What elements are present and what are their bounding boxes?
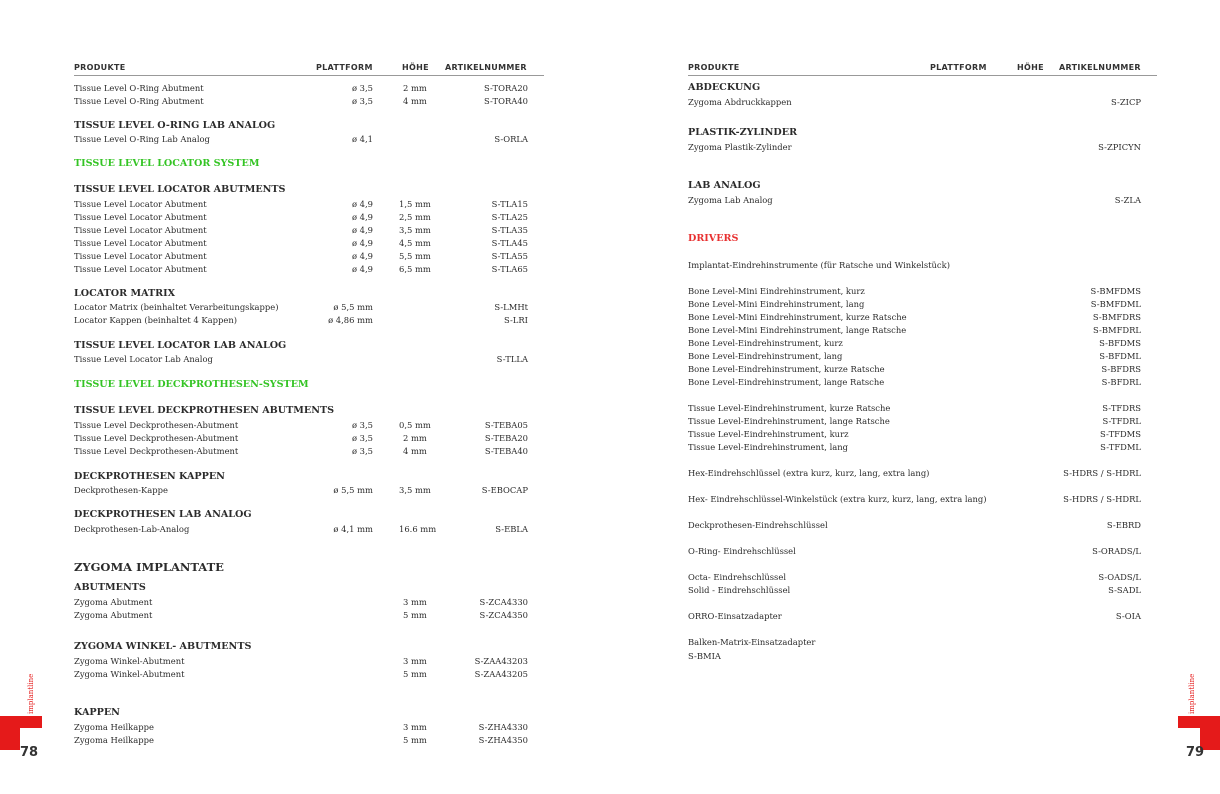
product-name: Tissue Level-Eindrehinstrument, kurz — [688, 429, 849, 439]
product-name: Tissue Level Locator Abutment — [74, 212, 207, 222]
product-name: Tissue Level O-Ring Lab Analog — [74, 134, 210, 144]
height-value: 3,5 mm — [399, 485, 431, 495]
right-page — [610, 0, 1220, 794]
height-value: 3 mm — [403, 597, 427, 607]
product-name: Zygoma Winkel-Abutment — [74, 669, 185, 679]
section-heading: DECKPROTHESEN KAPPEN — [74, 471, 225, 482]
table-row — [0, 82, 610, 94]
height-value: 3,5 mm — [399, 225, 431, 235]
section-heading: KAPPEN — [74, 707, 120, 718]
article-number: S-TORA40 — [483, 96, 528, 106]
platform-value: ø 3,5 — [351, 96, 373, 106]
table-row — [610, 376, 1220, 388]
platform-value: ø 4,9 — [351, 225, 373, 235]
table-row — [0, 596, 610, 608]
article-number: S-ZCA4350 — [479, 610, 528, 620]
product-name: Deckprothesen-Lab-Analog — [74, 524, 190, 534]
height-value: 1,5 mm — [399, 199, 431, 209]
article-number: S-TLA15 — [491, 199, 528, 209]
product-name: Bone Level-Eindrehinstrument, kurze Ratsche — [688, 364, 885, 374]
section-heading: ABUTMENTS — [74, 582, 146, 593]
article-number: S-LMHt — [494, 302, 528, 312]
height-value: 4,5 mm — [399, 238, 431, 248]
section-heading: LOCATOR MATRIX — [74, 288, 176, 299]
section-heading: TISSUE LEVEL DECKPROTHESEN-SYSTEM — [74, 379, 309, 390]
article-number: S-ZAA43205 — [474, 669, 528, 679]
header-artikelnummer: ARTIKELNUMMER — [1059, 63, 1141, 72]
table-row — [0, 445, 610, 457]
table-row — [0, 198, 610, 210]
section-heading: ABDECKUNG — [688, 82, 761, 93]
product-name: Bone Level-Eindrehinstrument, kurz — [688, 338, 843, 348]
product-name: Implantat-Eindrehinstrumente (für Ratsche und Winkelstück) — [688, 260, 950, 270]
platform-value: ø 4,9 — [351, 212, 373, 222]
article-number: S-BFDMS — [1099, 338, 1141, 348]
article-number: S-SADL — [1108, 585, 1141, 595]
brand-word: implant — [27, 686, 35, 714]
article-number: S-TORA20 — [483, 83, 528, 93]
height-value: 5 mm — [403, 610, 427, 620]
product-name: Bone Level-Mini Eindrehinstrument, kurz — [688, 286, 865, 296]
section-heading: LAB ANALOG — [688, 180, 761, 191]
brand-sub: line — [1188, 673, 1196, 687]
article-number: S-BMFDML — [1090, 299, 1141, 309]
platform-value: ø 4,86 mm — [328, 315, 373, 325]
article-number: S-TLA45 — [491, 238, 528, 248]
table-row — [610, 415, 1220, 427]
height-value: 0,5 mm — [399, 420, 431, 430]
table-row — [0, 211, 610, 223]
table-row — [610, 428, 1220, 440]
table-row — [610, 96, 1220, 108]
table-row — [610, 636, 1220, 648]
header-artikelnummer: ARTIKELNUMMER — [445, 63, 527, 72]
brand-red-bar — [0, 716, 42, 728]
product-name: Bone Level-Mini Eindrehinstrument, kurze Ratsche — [688, 312, 907, 322]
product-name: Zygoma Abdruckkappen — [688, 97, 792, 107]
height-value: 5,5 mm — [399, 251, 431, 261]
table-row — [610, 519, 1220, 531]
platform-value: ø 4,1 — [351, 134, 373, 144]
table-row — [610, 571, 1220, 583]
article-number: S-TFDRS — [1102, 403, 1141, 413]
article-number: S-TFDMS — [1100, 429, 1141, 439]
article-number: S-TLA65 — [491, 264, 528, 274]
table-row — [0, 419, 610, 431]
product-name: Tissue Level Locator Abutment — [74, 251, 207, 261]
article-number: S-ZHA4350 — [478, 735, 528, 745]
platform-value: ø 3,5 — [351, 446, 373, 456]
article-number: S-ZLA — [1114, 195, 1141, 205]
platform-value: ø 5,5 mm — [333, 485, 373, 495]
table-row — [0, 95, 610, 107]
table-row — [610, 141, 1220, 153]
table-row — [0, 432, 610, 444]
table-row — [0, 263, 610, 275]
brand-mark-left — [0, 644, 44, 784]
table-row — [610, 610, 1220, 622]
article-number: S-ZPICYN — [1098, 142, 1141, 152]
article-number: S-TFDRL — [1102, 416, 1141, 426]
height-value: 2,5 mm — [399, 212, 431, 222]
table-row — [0, 484, 610, 496]
product-name: Tissue Level O-Ring Abutment — [74, 83, 204, 93]
table-row — [0, 721, 610, 733]
product-name: Bone Level-Mini Eindrehinstrument, lang — [688, 299, 865, 309]
article-number: S-BMFDMS — [1090, 286, 1141, 296]
product-name: Tissue Level-Eindrehinstrument, lang — [688, 442, 849, 452]
article-number: S-EBLA — [495, 524, 528, 534]
table-row — [610, 194, 1220, 206]
brand-wordmark — [23, 674, 36, 714]
platform-value: ø 4,1 mm — [333, 524, 373, 534]
header-produkte: PRODUKTE — [688, 63, 740, 72]
article-number: S-TEBA20 — [484, 433, 528, 443]
table-row — [610, 493, 1220, 505]
table-row — [610, 545, 1220, 557]
height-value: 4 mm — [403, 446, 427, 456]
product-name: Tissue Level Locator Abutment — [74, 264, 207, 274]
product-name: Zygoma Winkel-Abutment — [74, 656, 185, 666]
product-name: Locator Kappen (beinhaltet 4 Kappen) — [74, 315, 237, 325]
table-row — [610, 324, 1220, 336]
article-number: S-HDRS / S-HDRL — [1063, 494, 1141, 504]
section-heading: DRIVERS — [688, 233, 739, 244]
section-heading: ZYGOMA WINKEL- ABUTMENTS — [74, 641, 252, 652]
article-number: S-OIA — [1115, 611, 1141, 621]
header-hoehe: HÖHE — [402, 63, 429, 72]
brand-mark-right — [1176, 644, 1220, 784]
section-heading: PLASTIK-ZYLINDER — [688, 127, 798, 138]
header-rule — [74, 75, 544, 76]
product-name: Hex- Eindrehschlüssel-Winkelstück (extra kurz, kurz, lang, extra lang) — [688, 494, 987, 504]
product-name: Bone Level-Eindrehinstrument, lange Ratsche — [688, 377, 885, 387]
table-row — [610, 298, 1220, 310]
section-heading: ZYGOMA IMPLANTATE — [74, 560, 224, 574]
product-name: Bone Level-Mini Eindrehinstrument, lange Ratsche — [688, 325, 907, 335]
height-value: 16.6 mm — [399, 524, 437, 534]
table-row — [610, 441, 1220, 453]
product-name: Zygoma Heilkappe — [74, 722, 154, 732]
product-name: Hex-Eindrehschlüssel (extra kurz, kurz, lang, extra lang) — [688, 468, 930, 478]
product-name: Zygoma Abutment — [74, 597, 153, 607]
brand-sub: line — [27, 673, 35, 687]
section-heading: TISSUE LEVEL LOCATOR LAB ANALOG — [74, 340, 287, 351]
header-plattform: PLATTFORM — [930, 63, 987, 72]
table-row — [610, 311, 1220, 323]
article-number: S-ZHA4330 — [478, 722, 528, 732]
table-row — [0, 133, 610, 145]
table-row — [0, 237, 610, 249]
product-name: Locator Matrix (beinhaltet Verarbeitungskappe) — [74, 302, 279, 312]
table-row — [0, 655, 610, 667]
table-row — [0, 314, 610, 326]
product-name: S-BMIA — [688, 651, 721, 661]
article-number: S-HDRS / S-HDRL — [1063, 468, 1141, 478]
height-value: 2 mm — [403, 433, 427, 443]
section-heading: TISSUE LEVEL DECKPROTHESEN ABUTMENTS — [74, 405, 335, 416]
table-row — [0, 734, 610, 746]
product-name: Tissue Level Deckprothesen-Abutment — [74, 446, 239, 456]
article-number: S-BFDML — [1099, 351, 1141, 361]
article-number: S-ZICP — [1110, 97, 1141, 107]
product-name: Tissue Level Locator Abutment — [74, 238, 207, 248]
article-number: S-TFDML — [1100, 442, 1141, 452]
height-value: 6,5 mm — [399, 264, 431, 274]
header-rule — [688, 75, 1157, 76]
section-heading: TISSUE LEVEL LOCATOR SYSTEM — [74, 158, 260, 169]
table-row — [610, 363, 1220, 375]
platform-value: ø 3,5 — [351, 420, 373, 430]
article-number: S-BMFDRL — [1093, 325, 1141, 335]
table-row — [610, 402, 1220, 414]
page-number-right: 79 — [1186, 745, 1205, 760]
table-row — [610, 285, 1220, 297]
article-number: S-TEBA05 — [484, 420, 528, 430]
platform-value: ø 4,9 — [351, 199, 373, 209]
section-heading: TISSUE LEVEL O-RING LAB ANALOG — [74, 120, 276, 131]
height-value: 2 mm — [403, 83, 427, 93]
platform-value: ø 4,9 — [351, 251, 373, 261]
product-name: Zygoma Plastik-Zylinder — [688, 142, 792, 152]
article-number: S-ORADS/L — [1092, 546, 1141, 556]
table-row — [0, 224, 610, 236]
article-number: S-BFDRL — [1101, 377, 1141, 387]
product-name: Tissue Level-Eindrehinstrument, lange Ratsche — [688, 416, 890, 426]
product-name: Tissue Level Locator Abutment — [74, 225, 207, 235]
article-number: S-OADS/L — [1098, 572, 1141, 582]
table-row — [0, 250, 610, 262]
product-name: Tissue Level O-Ring Abutment — [74, 96, 204, 106]
product-name: Deckprothesen-Kappe — [74, 485, 168, 495]
product-name: Solid - Eindrehschlüssel — [688, 585, 791, 595]
table-row — [0, 523, 610, 535]
product-name: Zygoma Lab Analog — [688, 195, 773, 205]
article-number: S-ZAA43203 — [474, 656, 528, 666]
product-name: Zygoma Heilkappe — [74, 735, 154, 745]
article-number: S-BFDRS — [1101, 364, 1141, 374]
article-number: S-TLA35 — [491, 225, 528, 235]
platform-value: ø 4,9 — [351, 264, 373, 274]
product-name: Tissue Level Locator Lab Analog — [74, 354, 213, 364]
article-number: S-LRI — [503, 315, 528, 325]
table-row — [0, 301, 610, 313]
header-plattform: PLATTFORM — [316, 63, 373, 72]
brand-word: implant — [1188, 686, 1196, 714]
product-name: ORRO-Einsatzadapter — [688, 611, 782, 621]
table-row — [610, 337, 1220, 349]
article-number: S-EBOCAP — [481, 485, 528, 495]
article-number: S-ZCA4330 — [479, 597, 528, 607]
platform-value: ø 3,5 — [351, 83, 373, 93]
product-name: Deckprothesen-Eindrehschlüssel — [688, 520, 828, 530]
product-name: Tissue Level-Eindrehinstrument, kurze Ratsche — [688, 403, 891, 413]
page-number-left: 78 — [20, 745, 39, 760]
product-name: Bone Level-Eindrehinstrument, lang — [688, 351, 843, 361]
article-number: S-ORLA — [494, 134, 528, 144]
header-hoehe: HÖHE — [1017, 63, 1044, 72]
platform-value: ø 3,5 — [351, 433, 373, 443]
article-number: S-TLLA — [496, 354, 528, 364]
platform-value: ø 5,5 mm — [333, 302, 373, 312]
height-value: 3 mm — [403, 656, 427, 666]
brand-wordmark — [1184, 674, 1197, 714]
platform-value: ø 4,9 — [351, 238, 373, 248]
table-row — [610, 467, 1220, 479]
table-row — [0, 668, 610, 680]
product-name: Octa- Eindrehschlüssel — [688, 572, 786, 582]
section-heading: DECKPROTHESEN LAB ANALOG — [74, 509, 252, 520]
product-name: Tissue Level Locator Abutment — [74, 199, 207, 209]
section-heading: TISSUE LEVEL LOCATOR ABUTMENTS — [74, 184, 286, 195]
table-row — [0, 353, 610, 365]
article-number: S-TLA55 — [491, 251, 528, 261]
article-number: S-TEBA40 — [484, 446, 528, 456]
product-name: Tissue Level Deckprothesen-Abutment — [74, 433, 239, 443]
article-number: S-TLA25 — [491, 212, 528, 222]
height-value: 3 mm — [403, 722, 427, 732]
product-name: O-Ring- Eindrehschlüssel — [688, 546, 796, 556]
table-row — [610, 350, 1220, 362]
table-row — [0, 609, 610, 621]
article-number: S-BMFDRS — [1092, 312, 1141, 322]
article-number: S-EBRD — [1106, 520, 1141, 530]
product-name: Zygoma Abutment — [74, 610, 153, 620]
height-value: 5 mm — [403, 735, 427, 745]
height-value: 4 mm — [403, 96, 427, 106]
product-name: Tissue Level Deckprothesen-Abutment — [74, 420, 239, 430]
table-row — [610, 650, 1220, 662]
table-row — [610, 259, 1220, 271]
brand-red-bar — [1178, 716, 1220, 728]
product-name: Balken-Matrix-Einsatzadapter — [688, 637, 816, 647]
height-value: 5 mm — [403, 669, 427, 679]
table-row — [610, 584, 1220, 596]
header-produkte: PRODUKTE — [74, 63, 126, 72]
